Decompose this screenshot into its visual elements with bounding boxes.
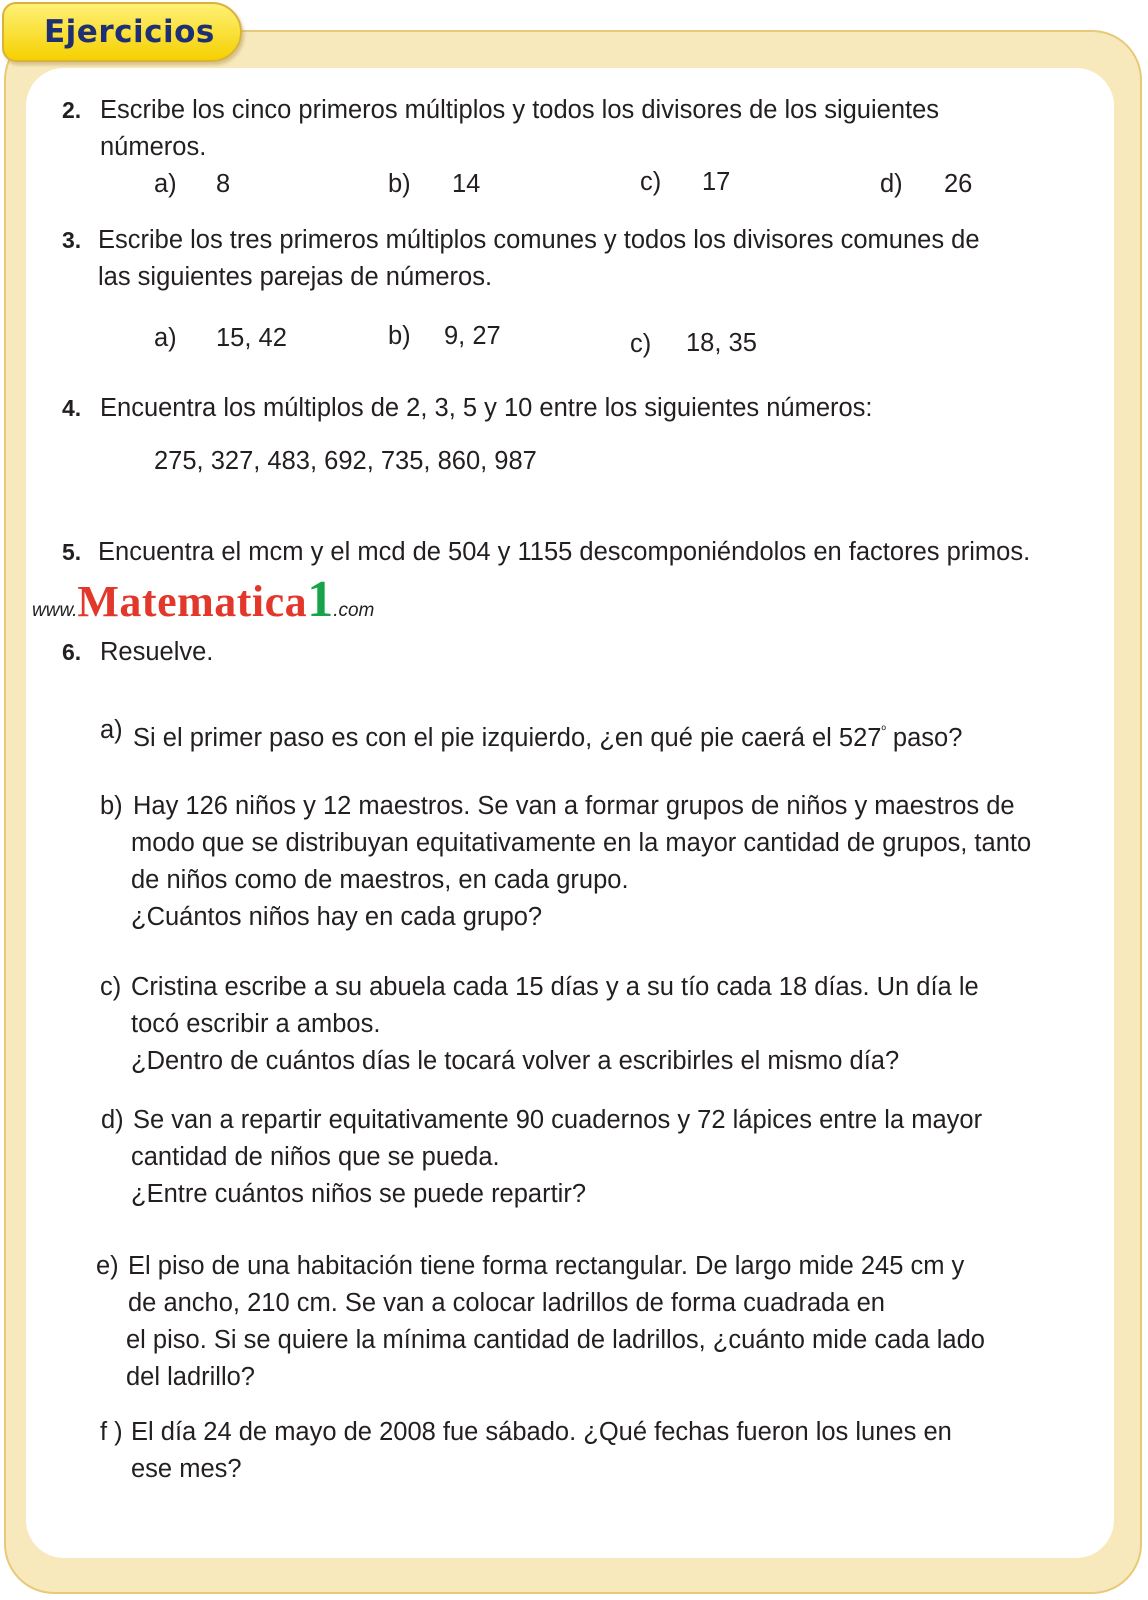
- subitem-text: El piso de una habitación tiene forma rectangular. De largo mide 245 cm y: [128, 1252, 965, 1280]
- item-value: 15, 42: [216, 324, 287, 352]
- subitem-text: Se van a repartir equitativamente 90 cuadernos y 72 lápices entre la mayor: [133, 1106, 983, 1134]
- subitem-text: Cristina escribe a su abuela cada 15 días y a su tío cada 18 días. Un día le: [131, 973, 979, 1001]
- item-label: c): [640, 168, 662, 196]
- exercise-text: Encuentra el mcm y el mcd de 504 y 1155 descomponiéndolos en factores primos.: [98, 538, 1031, 566]
- subitem-label: c): [100, 973, 122, 1001]
- exercise-number: 4.: [62, 395, 82, 421]
- item-value: 14: [452, 170, 481, 198]
- subitem-question: ¿Dentro de cuántos días le tocará volver a escribirles el mismo día?: [131, 1047, 900, 1075]
- exercise-number: 3.: [62, 227, 82, 253]
- exercise-number: 5.: [62, 539, 82, 565]
- subitem-text: el piso. Si se quiere la mínima cantidad de ladrillos, ¿cuánto mide cada lado: [126, 1326, 985, 1354]
- item-label: b): [388, 170, 411, 198]
- exercise-number: 2.: [62, 97, 82, 123]
- subitem-text: El día 24 de mayo de 2008 fue sábado. ¿Qué fechas fueron los lunes en: [131, 1418, 952, 1446]
- subitem-text: tocó escribir a ambos.: [131, 1010, 381, 1038]
- logo-prefix: www.: [32, 600, 78, 621]
- item-value: 17: [702, 168, 731, 196]
- subitem-text: cantidad de niños que se pueda.: [131, 1143, 500, 1171]
- item-label: a): [154, 170, 177, 198]
- item-label: a): [154, 324, 177, 352]
- item-value: 18, 35: [686, 329, 757, 357]
- subitem-label: d): [101, 1106, 124, 1134]
- section-tab: [2, 2, 242, 62]
- subitem-text: de ancho, 210 cm. Se van a colocar ladrillos de forma cuadrada en: [128, 1289, 885, 1317]
- logo-suffix: .com: [333, 600, 375, 621]
- item-label: c): [630, 330, 652, 358]
- subitem-question: ¿Cuántos niños hay en cada grupo?: [131, 903, 543, 931]
- subitem-text: del ladrillo?: [126, 1363, 255, 1391]
- number-list: 275, 327, 483, 692, 735, 860, 987: [154, 447, 537, 475]
- exercise-number: 6.: [62, 639, 82, 665]
- subitem-text: modo que se distribuyan equitativamente en la mayor cantidad de grupos, tanto: [131, 829, 1032, 857]
- item-value: 8: [216, 170, 231, 198]
- item-label: d): [880, 170, 903, 198]
- subitem-text: Si el primer paso es con el pie izquierdo, ¿en qué pie caerá el $527^º$ paso?: [133, 723, 963, 752]
- section-title: Ejercicios: [44, 14, 215, 50]
- subitem-text: ese mes?: [131, 1455, 242, 1483]
- subitem-text: de niños como de maestros, en cada grupo.: [131, 866, 629, 894]
- item-value: 26: [944, 170, 973, 198]
- item-value: 9, 27: [444, 322, 501, 350]
- exercise-text: Resuelve.: [100, 638, 214, 666]
- exercise-text: Escribe los tres primeros múltiplos comunes y todos los divisores comunes de: [98, 226, 980, 254]
- item-label: b): [388, 322, 411, 350]
- subitem-label: e): [96, 1252, 119, 1280]
- logo-brand: Matematica: [77, 577, 308, 626]
- exercise-text: Escribe los cinco primeros múltiplos y todos los divisores de los siguientes: [100, 96, 940, 124]
- subitem-text: Hay 126 niños y 12 maestros. Se van a formar grupos de niños y maestros de: [133, 792, 1015, 820]
- exercise-text: números.: [100, 133, 207, 161]
- exercise-text: las siguientes parejas de números.: [98, 263, 493, 291]
- subitem-label: b): [100, 792, 123, 820]
- exercise-text: Encuentra los múltiplos de 2, 3, 5 y 10 entre los siguientes números:: [100, 394, 873, 422]
- watermark-logo: [32, 570, 374, 629]
- subitem-question: ¿Entre cuántos niños se puede repartir?: [131, 1180, 587, 1208]
- logo-digit: 1: [307, 571, 334, 628]
- subitem-label: f ): [100, 1418, 123, 1446]
- subitem-label: a): [100, 716, 123, 744]
